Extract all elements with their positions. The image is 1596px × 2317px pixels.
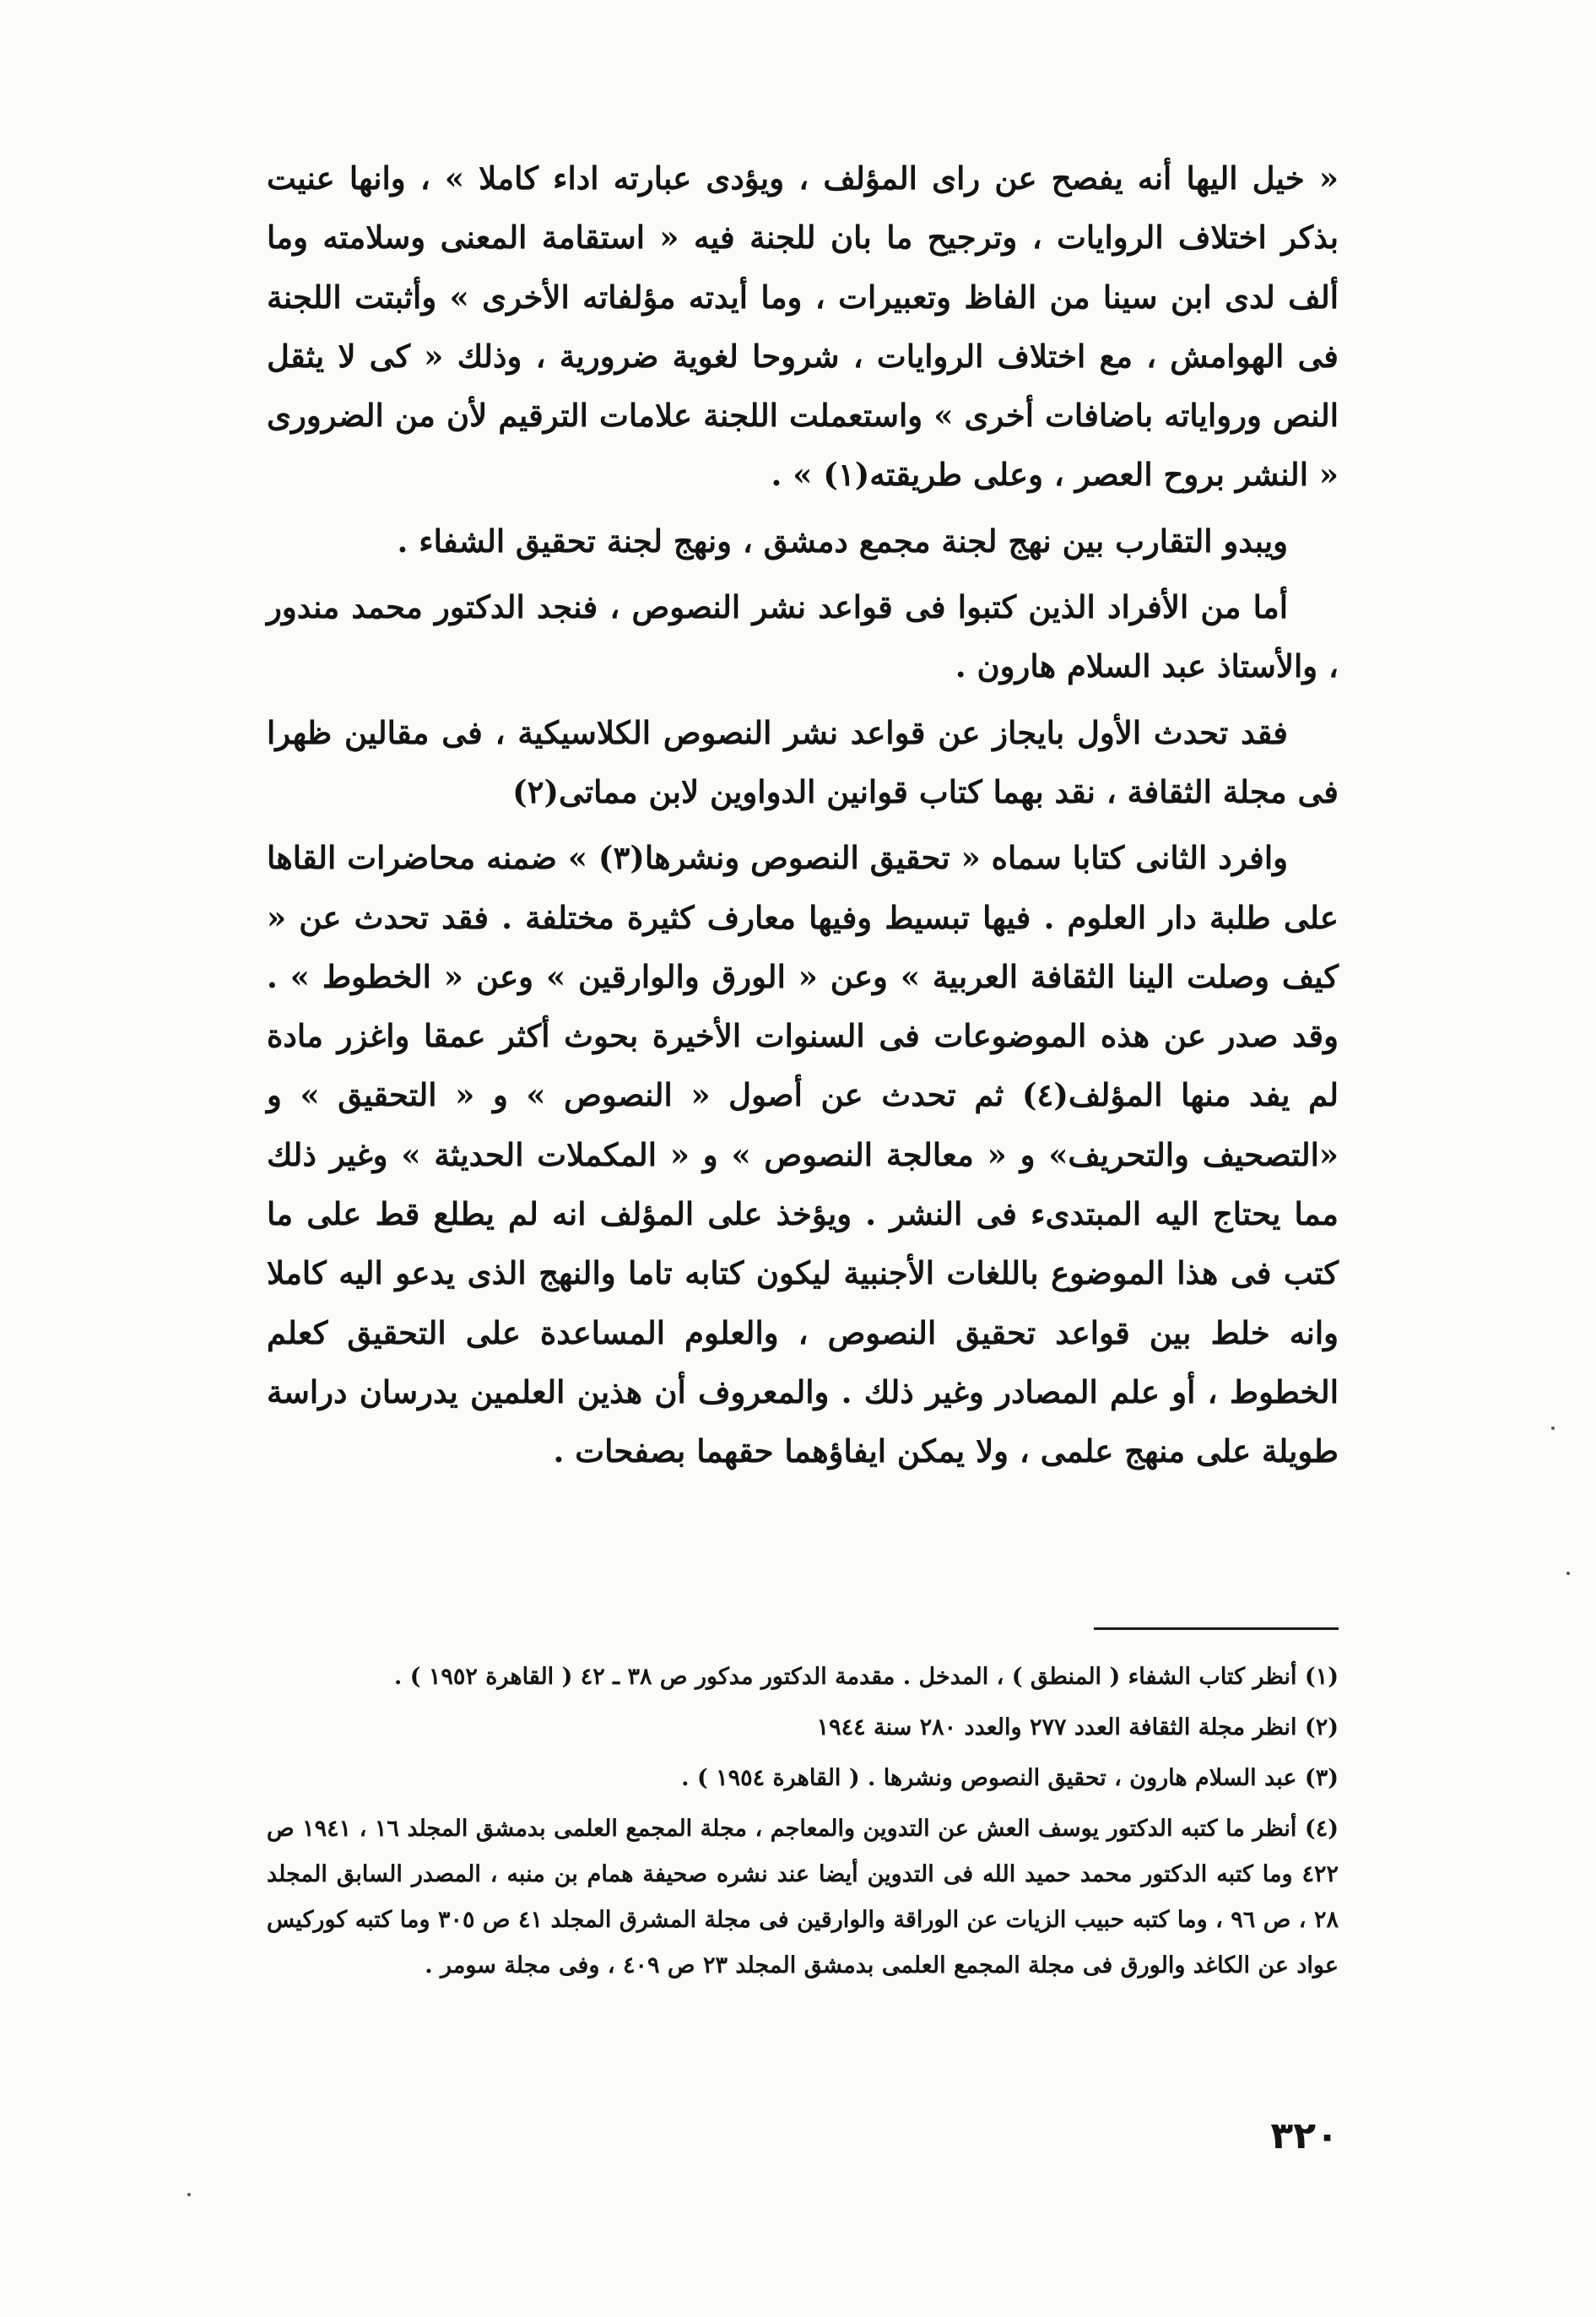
paragraph-1: « خيل اليها أنه يفصح عن راى المؤلف ، ويؤدى عبارته اداء كاملا » ، وانها عنيت بذكر اختلاف الروايات ، وترجيح ما بان للجنة فيه « استقامة المعنى وسلامته وما ألف لدى ابن سينا من الفاظ وتعبيرات ، وما أيدته مؤلفاته الأخرى » وأثبتت اللجنة فى الهوامش ، مع اختلاف الروايات ، شروحا لغوية ضرورية ، وذلك « كى لا يثقل النص ورواياته باضافات أخرى » واستعملت اللجنة علامات الترقيم لأن من الضرورى « النشر بروح العصر ، وعلى طريقته(١) » . (267, 160, 1339, 494)
paragraph-2: ويبدو التقارب بين نهج لجنة مجمع دمشق ، ونهج لجنة تحقيق الشفاء . (397, 522, 1288, 560)
page-number: ٣٢٠ (1270, 2114, 1339, 2157)
scan-speck (1566, 1572, 1570, 1575)
paragraph-3: أما من الأفراد الذين كتبوا فى قواعد نشر النصوص ، فنجد الدكتور محمد مندور ، والأستاذ عبد السلام هارون . (267, 588, 1339, 685)
footnote-1: (١) أنظر كتاب الشفاء ( المنطق ) ، المدخل . مقدمة الدكتور مدكور ص ٣٨ ـ ٤٢ ( القاهرة ١٩٥٢ ) . (393, 1664, 1339, 1690)
footnote-3: (٣) عبد السلام هارون ، تحقيق النصوص ونشرها . ( القاهرة ١٩٥٤ ) . (681, 1765, 1339, 1791)
scan-speck (187, 2193, 191, 2196)
footnote-4: (٤) أنظر ما كتبه الدكتور يوسف العش عن التدوين والمعاجم ، مجلة المجمع العلمى بدمشق المجلد ١٦ ، ١٩٤١ ص ٤٢٢ وما كتبه الدكتور محمد حميد الله فى التدوين أيضا عند نشره صحيفة همام بن منبه ، المصدر السابق المجلد ٢٨ ، ص ٩٦ ، وما كتبه حبيب الزيات عن الوراقة والوارقين فى مجلة المشرق المجلد ٤١ ص ٣٠٥ وما كتبه كوركيس عواد عن الكاغد والورق فى مجلة المجمع العلمى بدمشق المجلد ٢٣ ص ٤٠٩ ، وفى مجلة سومر . (267, 1816, 1339, 1979)
footnote-separator (1094, 1627, 1339, 1630)
scan-speck (1551, 1426, 1555, 1430)
footnotes (267, 1654, 1339, 1989)
footnote-2: (٢) انظر مجلة الثقافة العدد ٢٧٧ والعدد ٢٨٠ سنة ١٩٤٤ (816, 1714, 1339, 1740)
main-text (267, 149, 1339, 1481)
paragraph-4: فقد تحدث الأول بايجاز عن قواعد نشر النصوص الكلاسيكية ، فى مقالين ظهرا فى مجلة الثقافة ، نقد بهما كتاب قوانين الدواوين لابن مماتى(٢) (267, 713, 1339, 810)
paragraph-5: وافرد الثانى كتابا سماه « تحقيق النصوص ونشرها(٣) » ضمنه محاضرات القاها على طلبة دار العلوم . فيها تبسيط وفيها معارف كثيرة مختلفة . فقد تحدث عن « كيف وصلت الينا الثقافة العربية » وعن « الورق والوارقين » وعن « الخطوط » . وقد صدر عن هذه الموضوعات فى السنوات الأخيرة بحوث أكثر عمقا واغزر مادة لم يفد منها المؤلف(٤) ثم تحدث عن أصول « النصوص » و « التحقيق » و «التصحيف والتحريف» و « معالجة النصوص » و « المكملات الحديثة » وغير ذلك مما يحتاج اليه المبتدىء فى النشر . ويؤخذ على المؤلف انه لم يطلع قط على ما كتب فى هذا الموضوع باللغات الأجنبية ليكون كتابه تاما والنهج الذى يدعو اليه كاملا وانه خلط بين قواعد تحقيق النصوص ، والعلوم المساعدة على التحقيق كعلم الخطوط ، أو علم المصادر وغير ذلك . والمعروف أن هذين العلمين يدرسان دراسة طويلة على منهج علمى ، ولا يمكن ايفاؤهما حقهما بصفحات . (267, 839, 1339, 1470)
